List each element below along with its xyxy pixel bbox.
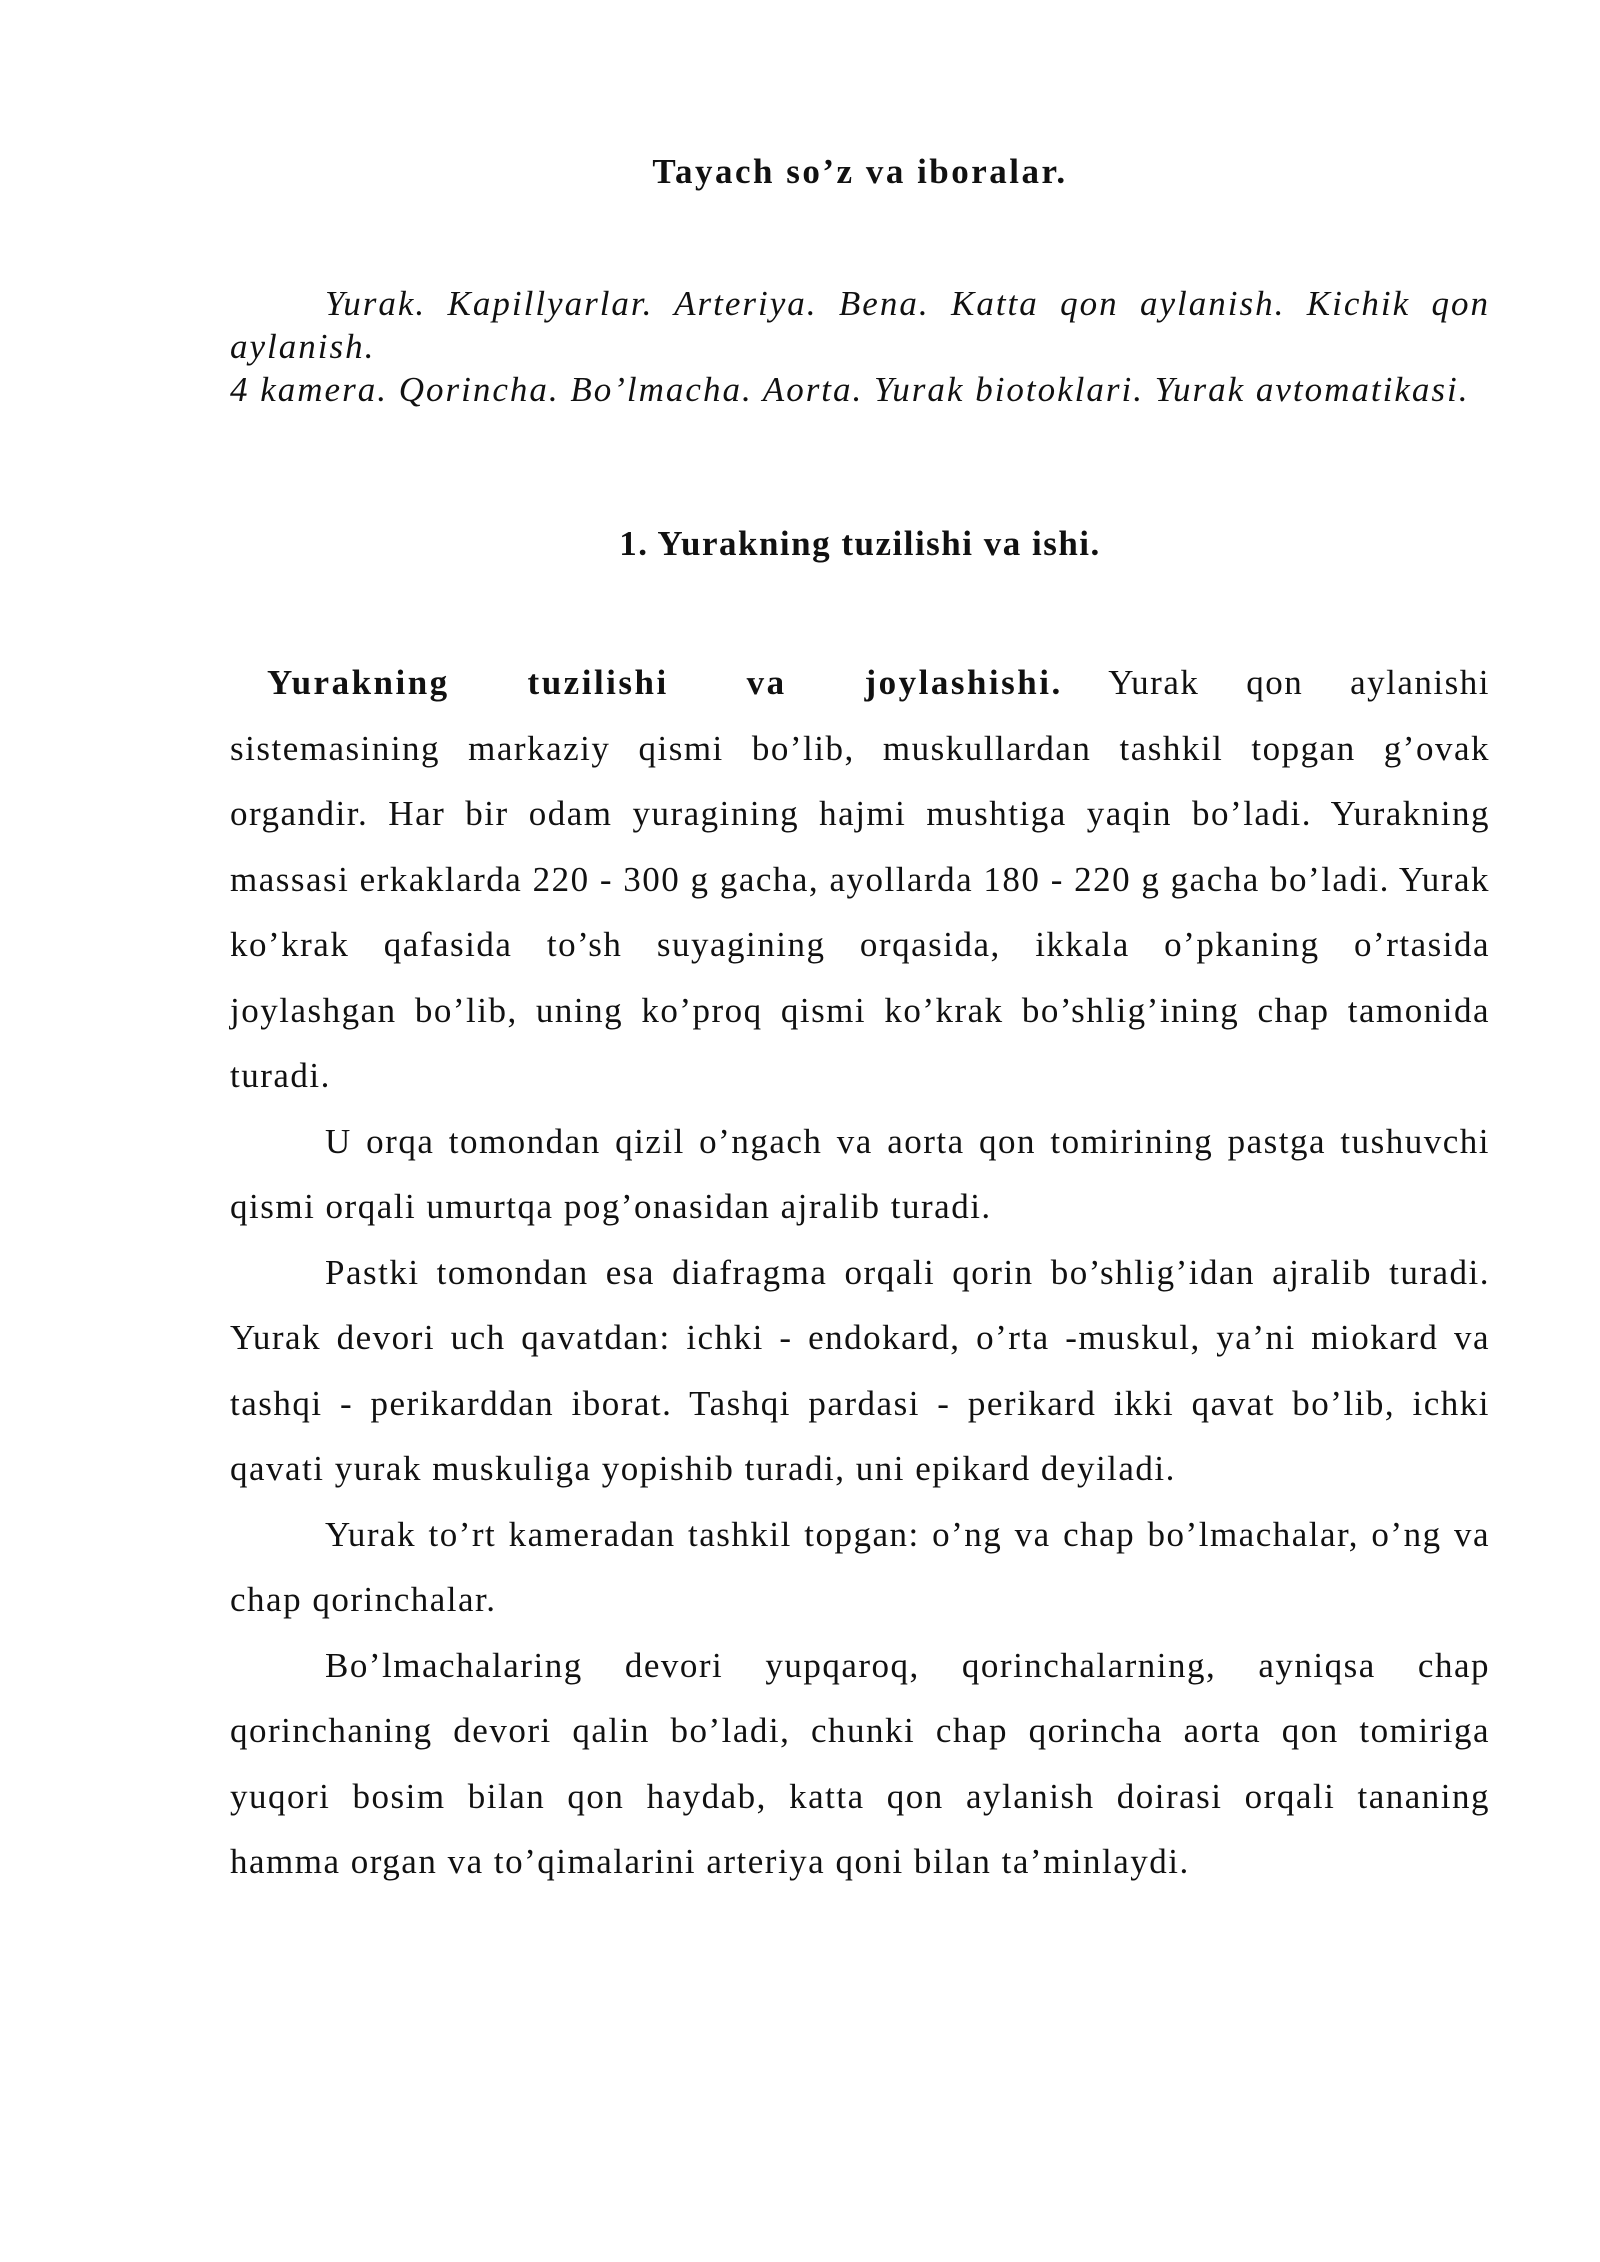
- paragraph-1-lead: Yurakning tuzilishi va joylashishi.: [267, 663, 1063, 702]
- body-text: [230, 650, 1490, 1895]
- keywords-line-1: Yurak. Kapillyarlar. Arteriya. Bena. Katta qon aylanish. Kichik qon aylanish.: [230, 284, 1490, 366]
- keywords-line-2: 4 kamera. Qorincha. Bo’lmacha. Aorta. Yurak biotoklari. Yurak avtomatikasi.: [230, 370, 1470, 409]
- section-title: 1. Yurakning tuzilishi va ishi.: [619, 524, 1101, 563]
- document-page: [230, 0, 1490, 2262]
- paragraph-2: U orqa tomondan qizil o’ngach va aorta qon tomirining pastga tushuvchi qismi orqali umurtqa pog’onasidan ajralib turadi.: [230, 1121, 1490, 1226]
- paragraph-1: [230, 650, 1490, 1109]
- paragraph-3: Pastki tomondan esa diafragma orqali qorin bo’shlig’idan ajralib turadi. Yurak devori uch qavatdan: ichki - endokard, o’rta -muskul, ya’ni miokard va tashqi - perikarddan iborat. Tashqi pardasi - perikard ikki qavat bo’lib, ichki qavati yurak muskuliga yopishib turadi, uni epikard deyiladi.: [230, 1252, 1490, 1488]
- paragraph-4: Yurak to’rt kameradan tashkil topgan: o’ng va chap bo’lmachalar, o’ng va chap qorinchalar.: [230, 1514, 1490, 1619]
- keywords-block: [230, 282, 1490, 411]
- paragraph-5: Bo’lmachalaring devori yupqaroq, qorinchalarning, ayniqsa chap qorinchaning devori qalin bo’ladi, chunki chap qorincha aorta qon tomiriga yuqori bosim bilan qon haydab, katta qon aylanish doirasi orqali tananing hamma organ va to’qimalarini arteriya qoni bilan ta’minlaydi.: [230, 1645, 1490, 1881]
- page-title: Tayach so’z va iboralar.: [652, 152, 1068, 191]
- paragraph-1-text: Yurak qon aylanishi sistemasining markaziy qismi bo’lib, muskullardan tashkil topgan g’ovak organdir. Har bir odam yuragining hajmi mushtiga yaqin bo’ladi. Yurakning massasi erkaklarda 220 - 300 g gacha, ayollarda 180 - 220 g gacha bo’ladi. Yurak ko’krak qafasida to’sh suyagining orqasida, ikkala o’pkaning o’rtasida joylashgan bo’lib, uning ko’proq qismi ko’krak bo’shlig’ining chap tamonida turadi.: [230, 663, 1490, 1095]
